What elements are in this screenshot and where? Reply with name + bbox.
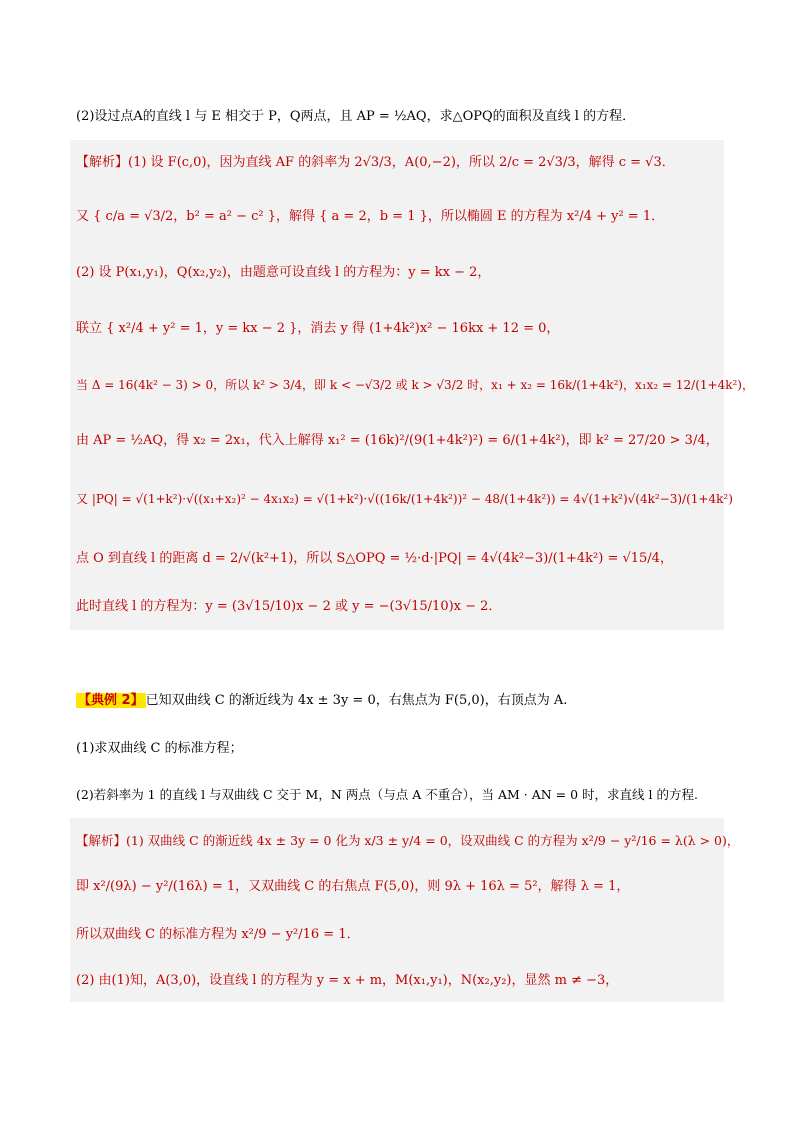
example-2-stem-text: 已知双曲线 C 的渐近线为 4x ± 3y = 0，右焦点为 F(5,0)，右顶点为 A. (145, 693, 568, 708)
solution1-line-2: 又 { c/a = √3/2，b² = a² − c² }，解得 { a = 2，b = 1 }，所以椭圆 E 的方程为 x²/4 + y² = 1． (76, 209, 665, 224)
solution1-line-5: 当 Δ = 16(4k² − 3) > 0，所以 k² > 3/4，即 k < −√3/2 或 k > √3/2 时，x₁ + x₂ = 16k/(1+4k²)，x₁x₂ = 12/(1+4k²)， (76, 378, 754, 392)
question-2-text: (2)设过点A的直线 l 与 E 相交于 P，Q两点，且 AP = ½AQ，求△OPQ的面积及直线 l 的方程． (76, 109, 636, 124)
solution1-line-9: 此时直线 l 的方程为：y = (3√15/10)x − 2 或 y = −(3√15/10)x − 2． (76, 599, 502, 614)
solution1-line-3: (2) 设 P(x₁,y₁)，Q(x₂,y₂)，由题意可设直线 l 的方程为：y = kx − 2， (76, 265, 491, 280)
example-2-q1: (1)求双曲线 C 的标准方程； (76, 741, 243, 756)
solution2-line-2: 即 x²/(9λ) − y²/(16λ) = 1，又双曲线 C 的右焦点 F(5,0)，则 9λ + 16λ = 5²，解得 λ = 1， (76, 879, 630, 894)
solution1-line-4: 联立 { x²/4 + y² = 1，y = kx − 2 }，消去 y 得 (1+4k²)x² − 16kx + 12 = 0， (76, 321, 560, 336)
solution1-line-8: 点 O 到直线 l 的距离 d = 2/√(k²+1)，所以 S△OPQ = ½·d·|PQ| = 4√(4k²−3)/(1+4k²) = √15/4， (76, 551, 673, 566)
solution2-line-3: 所以双曲线 C 的标准方程为 x²/9 − y²/16 = 1． (76, 927, 360, 942)
example-2-q2: (2)若斜率为 1 的直线 l 与双曲线 C 交于 M，N 两点（与点 A 不重合），当 AM · AN = 0 时，求直线 l 的方程. (76, 787, 698, 802)
solution1-line-6: 由 AP = ½AQ，得 x₂ = 2x₁，代入上解得 x₁² = (16k)²/(9(1+4k²)²) = 6/(1+4k²)，即 k² = 27/20 > 3/4， (76, 433, 719, 448)
solution1-line-7: 又 |PQ| = √(1+k²)·√((x₁+x₂)² − 4x₁x₂) = √(1+k²)·√((16k/(1+4k²))² − 48/(1+4k²)) = 4√(1+k²)√(4k²−3)/(1+4k²) (76, 492, 733, 506)
solution2-line-1: 【解析】(1) 双曲线 C 的渐近线 4x ± 3y = 0 化为 x/3 ± y/4 = 0，设双曲线 C 的方程为 x²/9 − y²/16 = λ(λ > 0)， (76, 833, 740, 848)
solution1-line-1: 【解析】(1) 设 F(c,0)，因为直线 AF 的斜率为 2√3/3，A(0,−2)，所以 2/c = 2√3/3，解得 c = √3． (76, 155, 675, 170)
example-2-stem (76, 692, 567, 710)
solution2-line-4: (2) 由(1)知，A(3,0)，设直线 l 的方程为 y = x + m，M(x₁,y₁)，N(x₂,y₂)，显然 m ≠ −3， (76, 973, 619, 988)
example-2-tag: 【典例 2】 (78, 693, 144, 708)
